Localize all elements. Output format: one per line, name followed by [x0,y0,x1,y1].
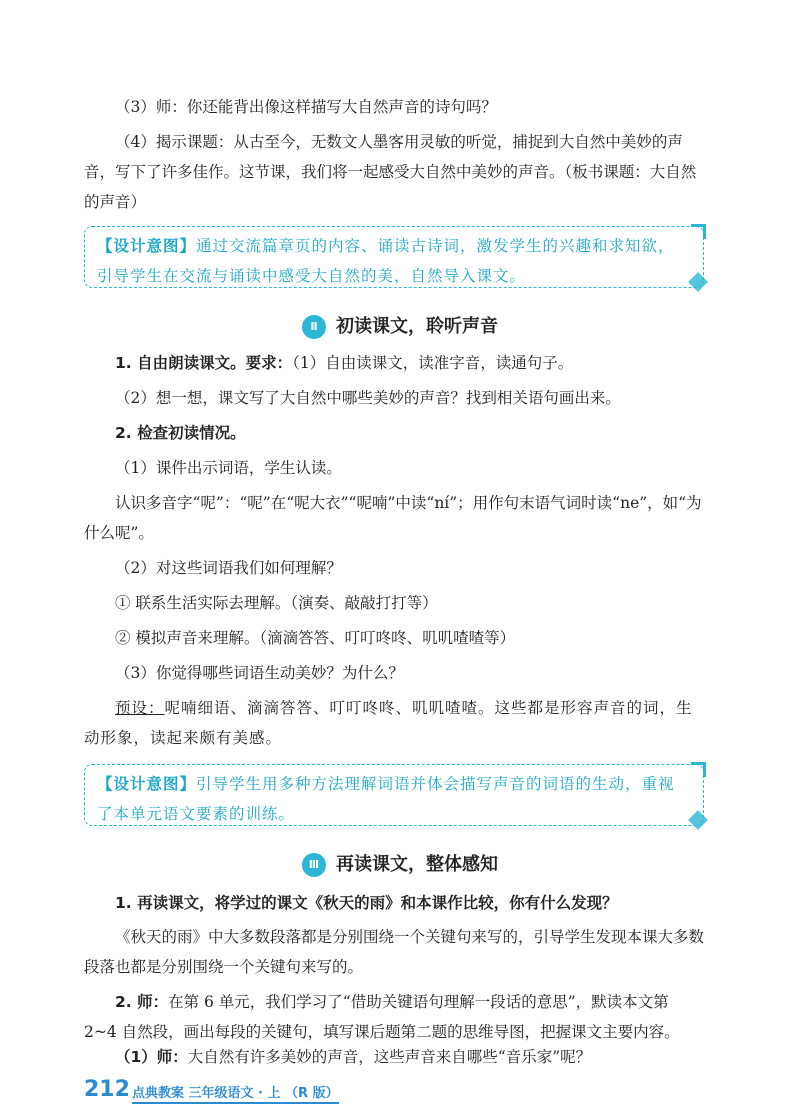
paragraph-musicians [84,1042,706,1072]
paragraph-rest: （1）自由读课文，读准字音，读通句子。 [292,354,574,372]
paragraph-free-reading [84,348,706,378]
paragraph-show-words: （1）课件出示词语，学生认读。 [115,459,342,477]
paragraph-polyphone: 认识多音字“呢”：“呢”在“呢大衣”“呢喃”中读“ní”；用作句末语气词时读“ne”，如“为什么呢”。 [84,494,702,542]
section-title: 再读课文，整体感知 [336,854,498,875]
corner-decoration-icon [691,762,706,777]
paragraph-preset [84,693,706,753]
paragraph-autumn-rain: 《秋天的雨》中大多数段落都是分别围绕一个关键句来写的，引导学生发现本课大多数段落也都是分别围绕一个关键句来写的。 [84,928,705,976]
design-intent-tag: 【设计意图】 [97,774,197,793]
paragraph-rest: 大自然有许多美妙的声音，这些声音来自哪些“音乐家”呢？ [187,1048,592,1066]
bold-lead: 2. 师： [115,993,169,1011]
design-intent-tag: 【设计意图】 [97,236,197,255]
roman-numeral-badge: Ⅲ [302,853,326,877]
diamond-decoration-icon [688,810,708,830]
paragraph-rest: 在第 6 单元，我们学习了“借助关键语句理解一段话的意思”，默读本文第 2~4 自然段，画出每段的关键句，填写课后题第二题的思维导图，把握课文主要内容。 [84,993,680,1041]
paragraph-vivid-words: （3）你觉得哪些词语生动美妙？为什么？ [115,664,404,682]
design-intent-box-1 [84,226,704,288]
diamond-decoration-icon [688,272,708,292]
paragraph-understand-words: （2）对这些词语我们如何理解？ [115,559,342,577]
paragraph-think: （2）想一想，课文写了大自然中哪些美妙的声音？找到相关语句画出来。 [115,389,621,407]
book-title: 点典教案 三年级语文 · 上 （R 版） [132,1082,339,1104]
preset-text: 呢喃细语、滴滴答答、叮叮咚咚、叽叽喳喳。这些都是形容声音的词，生动形象，读起来颇有美感。 [84,699,693,747]
paragraph-method-1: ① 联系生活实际去理解。（演奏、敲敲打打等） [115,594,438,612]
paragraph-poem-question: （3）师：你还能背出像这样描写大自然声音的诗句吗？ [115,98,497,116]
paragraph-reread: 1. 再读课文，将学过的课文《秋天的雨》和本课作比较，你有什么发现？ [115,894,618,912]
section-heading-2 [0,312,800,342]
bold-lead: 1. 自由朗读课文。要求： [115,354,293,372]
paragraph-key-sentences [84,987,706,1047]
design-intent-text: 通过交流篇章页的内容、诵读古诗词，激发学生的兴趣和求知欲，引导学生在交流与诵读中感受大自然的美，自然导入课文。 [97,237,675,285]
design-intent-box-2 [84,764,704,826]
roman-numeral-badge: Ⅱ [302,315,326,339]
paragraph-reveal-topic: （4）揭示课题：从古至今，无数文人墨客用灵敏的听觉，捕捉到大自然中美妙的声音，写下了许多佳作。这节课，我们将一起感受大自然中美妙的声音。（板书课题：大自然的声音） [84,133,697,211]
corner-decoration-icon [691,224,706,239]
section-title: 初读课文，聆听声音 [336,316,498,337]
section-heading-3 [0,850,800,880]
design-intent-text: 引导学生用多种方法理解词语并体会描写声音的词语的生动，重视了本单元语文要素的训练。 [97,775,675,823]
paragraph-method-2: ② 模拟声音来理解。（滴滴答答、叮叮咚咚、叽叽喳喳等） [115,629,516,647]
bold-lead: （1）师： [115,1048,188,1066]
preset-label: 预设： [115,699,165,717]
page-number: 212 [84,1077,130,1102]
paragraph-check-reading: 2. 检查初读情况。 [115,424,246,442]
